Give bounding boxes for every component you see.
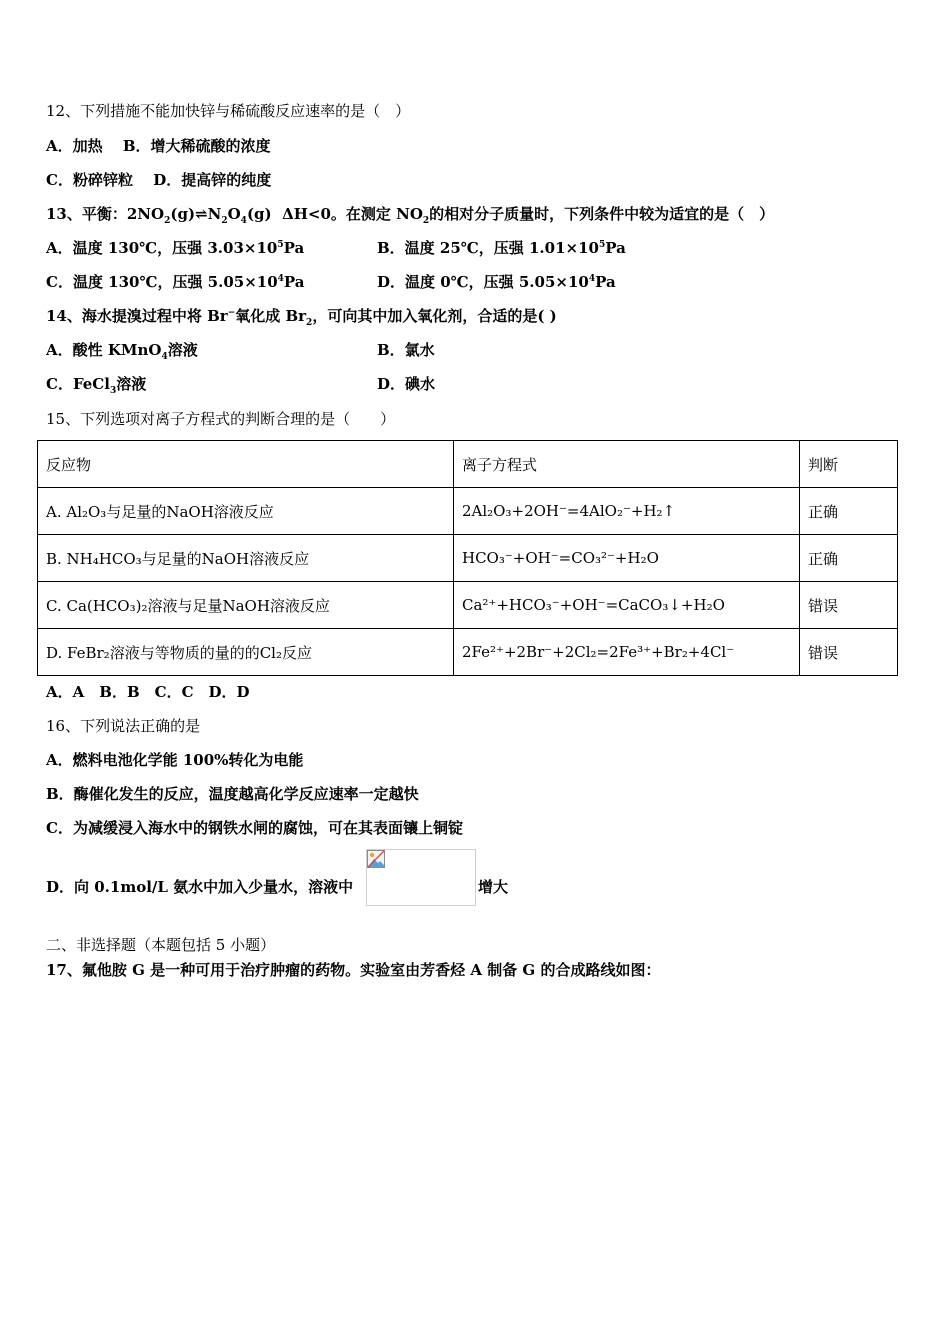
q14-stem-b: 氧化成 Br <box>235 307 307 325</box>
row-equation: HCO₃⁻+OH⁻=CO₃²⁻+H₂O <box>454 535 800 582</box>
header-reactant: 反应物 <box>38 441 454 488</box>
section-heading: 二、非选择题（本题包括 5 小题） <box>46 936 276 954</box>
q14-option-c-suffix: 溶液 <box>116 375 147 393</box>
table-header-row <box>38 441 898 488</box>
table-row <box>38 582 898 629</box>
q13-option-a <box>46 238 304 258</box>
table-row <box>38 535 898 582</box>
q16-option-a: A．燃料电池化学能 100%转化为电能 <box>46 751 304 769</box>
row-reactant: C. Ca(HCO₃)₂溶液与足量NaOH溶液反应 <box>38 582 454 629</box>
q14-stem: 14、海水提溴过程中将 Br−氧化成 $Br_2$，可向其中加入氧化剂，合适的是( ) <box>46 307 557 328</box>
q15-options: A．A B．B C．C D．D <box>46 683 250 701</box>
q13-option-a-text: A．温度 130℃，压强 3.03×10 <box>46 239 278 257</box>
row-equation: Ca²⁺+HCO₃⁻+OH⁻=CaCO₃↓+H₂O <box>454 582 800 629</box>
q12-option-d: D．提高锌的纯度 <box>153 171 272 189</box>
row-judgement: 错误 <box>800 629 898 676</box>
broken-image-placeholder <box>366 849 476 906</box>
q13-option-b-text: B．温度 25℃，压强 1.01×10 <box>377 239 599 257</box>
q12-option-a: A．加热 <box>46 137 103 155</box>
q14-stem-a: 14、海水提溴过程中将 Br <box>46 307 228 325</box>
q16-option-d-suffix: 增大 <box>478 878 509 896</box>
q16-option-d-prefix: D．向 0.1mol/L 氨水中加入少量水，溶液中 <box>46 878 354 896</box>
q13-option-d <box>377 272 616 292</box>
q13-option-a-unit: Pa <box>283 239 305 257</box>
q15-stem: 15、下列选项对离子方程式的判断合理的是（ ） <box>46 410 396 428</box>
q14-option-d: D．碘水 <box>377 375 436 393</box>
q13-dh: ΔH<0。在测定 NO <box>282 205 423 223</box>
q17-stem: 17、氟他胺 G 是一种可用于治疗肿瘤的药物。实验室由芳香烃 A 制备 G 的合成路线如图： <box>46 961 661 979</box>
q13-tail: 的相对分子质量时，下列条件中较为适宜的是（ ） <box>429 205 775 223</box>
q13-eq-mid: (g)⇌N <box>170 205 222 223</box>
q14-option-b: B．氯水 <box>377 341 435 359</box>
q13-option-c-unit: Pa <box>283 273 305 291</box>
q13-eq-end: (g) <box>246 205 272 223</box>
q13-option-b-unit: Pa <box>605 239 626 257</box>
q12-stem: 12、下列措施不能加快锌与稀硫酸反应速率的是（ ） <box>46 102 411 120</box>
row-equation: 2Al₂O₃+2OH⁻=4AlO₂⁻+H₂↑ <box>454 488 800 535</box>
row-reactant: A. Al₂O₃与足量的NaOH溶液反应 <box>38 488 454 535</box>
q13-option-c <box>46 272 305 292</box>
q14-option-a-suffix: 溶液 <box>167 341 198 359</box>
q13-prefix: 13、平衡：2NO <box>46 205 165 223</box>
q13-option-c-text: C．温度 130℃，压强 5.05×10 <box>46 273 278 291</box>
header-equation: 离子方程式 <box>454 441 800 488</box>
q14-option-c: C．FeCl$_3$溶液 <box>46 375 147 396</box>
q13-option-b <box>377 238 626 258</box>
q13-option-d-exp: 4 <box>588 274 596 284</box>
row-equation: 2Fe²⁺+2Br⁻+2Cl₂=2Fe³⁺+Br₂+4Cl⁻ <box>454 629 800 676</box>
row-reactant: D. FeBr₂溶液与等物质的量的的Cl₂反应 <box>38 629 454 676</box>
q14-option-c-text: C．FeCl <box>46 375 110 393</box>
q12-option-c: C．粉碎锌粒 <box>46 171 133 189</box>
q13-option-d-unit: Pa <box>595 273 616 291</box>
q13-option-a-exp: 5 <box>277 240 284 250</box>
broken-image-icon <box>367 850 385 868</box>
q14-option-a-text: A．酸性 KMnO <box>46 341 162 359</box>
q12-option-b: B．增大稀硫酸的浓度 <box>122 137 271 155</box>
q13-option-d-text: D．温度 0℃，压强 5.05×10 <box>377 273 589 291</box>
q14-option-a: A．酸性 KMnO$_4$溶液 <box>46 341 198 362</box>
q15-table <box>37 440 898 676</box>
q12-options-cd <box>46 170 271 190</box>
row-judgement: 正确 <box>800 488 898 535</box>
q14-stem-c: ，可向其中加入氧化剂，合适的是( ) <box>312 307 557 325</box>
row-reactant: B. NH₄HCO₃与足量的NaOH溶液反应 <box>38 535 454 582</box>
table-row <box>38 488 898 535</box>
q16-option-b: B．酶催化发生的反应，温度越高化学反应速率一定越快 <box>46 785 419 803</box>
q16-option-c: C．为减缓浸入海水中的钢铁水闸的腐蚀，可在其表面镶上铜锭 <box>46 819 463 837</box>
header-judgement: 判断 <box>800 441 898 488</box>
q16-stem: 16、下列说法正确的是 <box>46 717 201 735</box>
row-judgement: 正确 <box>800 535 898 582</box>
row-judgement: 错误 <box>800 582 898 629</box>
q12-options-ab <box>46 136 271 156</box>
q13-stem: 13、平衡：$2NO_2(g)\rightleftharpoons N_2O_4(g)$ ΔH<0。在测定 $NO_2$的相对分子质量时，下列条件中较为适宜的是（ ） <box>46 205 775 226</box>
q13-option-c-exp: 4 <box>277 274 284 284</box>
q13-option-b-exp: 5 <box>598 240 606 250</box>
table-row <box>38 629 898 676</box>
